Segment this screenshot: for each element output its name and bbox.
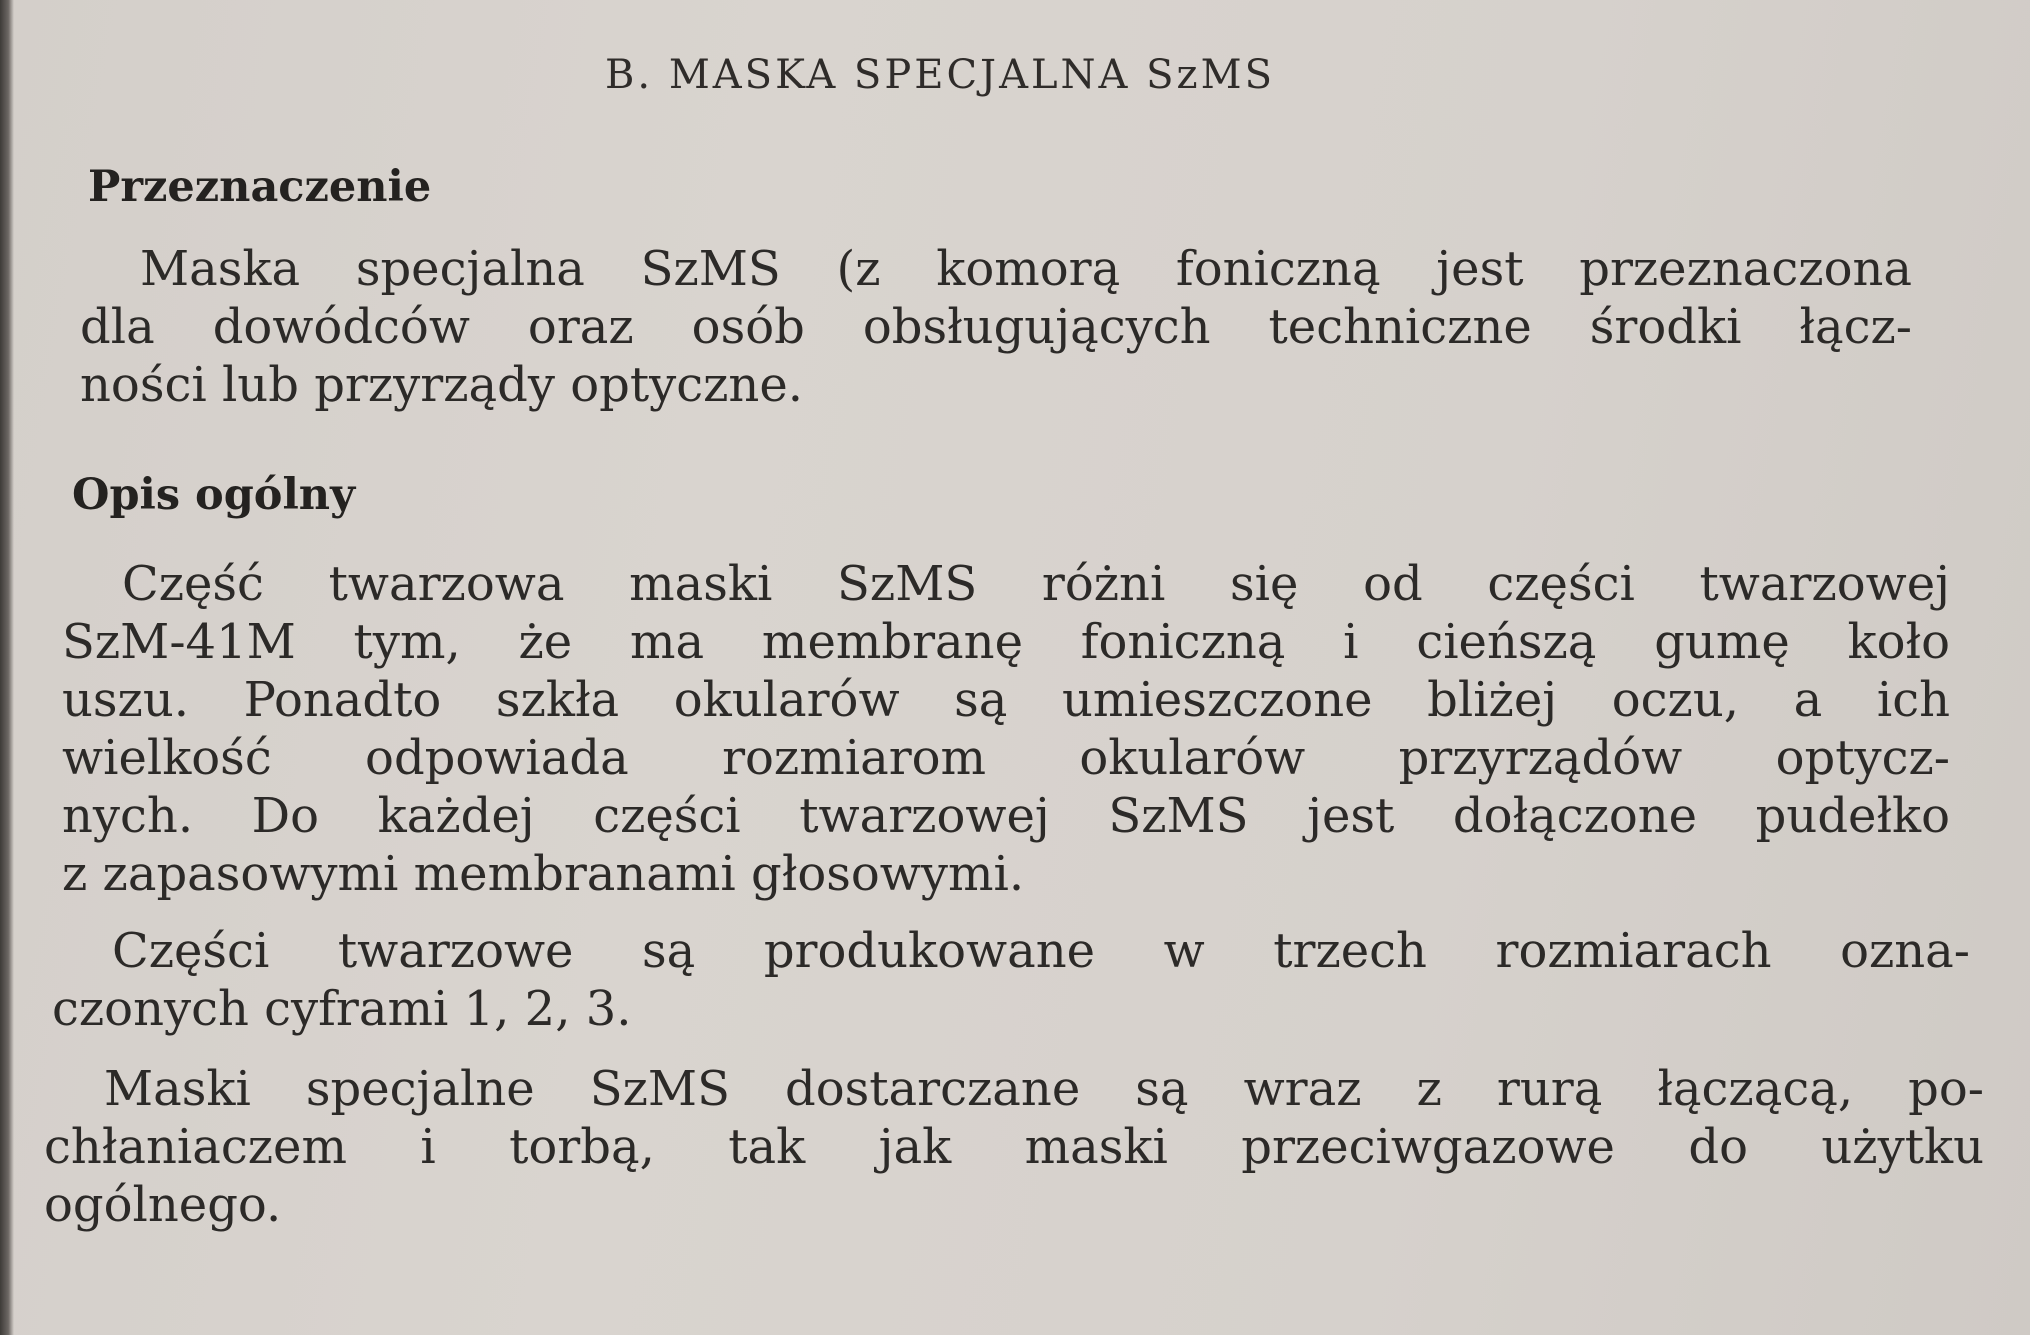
text-line: SzM-41M tym, że ma membranę foniczną i cieńszą gumę koło <box>62 614 1950 670</box>
text-line: Części twarzowe są produkowane w trzech rozmiarach ozna- <box>112 923 1970 979</box>
text-line: nych. Do każdej części twarzowej SzMS jest dołączone pudełko <box>62 788 1950 844</box>
paragraph-opis-3 <box>44 1060 1984 1234</box>
text-line: ności lub przyrządy optyczne. <box>80 357 803 413</box>
page-binding-edge <box>0 0 14 1335</box>
section-heading-przeznaczenie: Przeznaczenie <box>88 162 432 212</box>
text-line: dla dowódców oraz osób obsługujących techniczne środki łącz- <box>80 299 1912 355</box>
text-line: uszu. Ponadto szkła okularów są umieszczone bliżej oczu, a ich <box>62 672 1950 728</box>
section-heading-opis-ogolny: Opis ogólny <box>72 470 356 520</box>
text-line: ogólnego. <box>44 1177 282 1233</box>
text-line: Część twarzowa maski SzMS różni się od części twarzowej <box>122 556 1950 612</box>
paragraph-opis-2 <box>52 922 1970 1038</box>
text-line: Maska specjalna SzMS (z komorą foniczną jest przeznaczona <box>140 241 1912 297</box>
page-title: B. MASKA SPECJALNA SzMS <box>605 52 1275 98</box>
paragraph-przeznaczenie <box>80 240 1912 414</box>
text-line: Maski specjalne SzMS dostarczane są wraz z rurą łączącą, po- <box>104 1061 1984 1117</box>
text-line: czonych cyframi 1, 2, 3. <box>52 981 632 1037</box>
text-line: z zapasowymi membranami głosowymi. <box>62 846 1025 902</box>
text-line: wielkość odpowiada rozmiarom okularów przyrządów optycz- <box>62 730 1950 786</box>
paragraph-opis-1 <box>62 555 1950 903</box>
text-line: chłaniaczem i torbą, tak jak maski przeciwgazowe do użytku <box>44 1119 1984 1175</box>
